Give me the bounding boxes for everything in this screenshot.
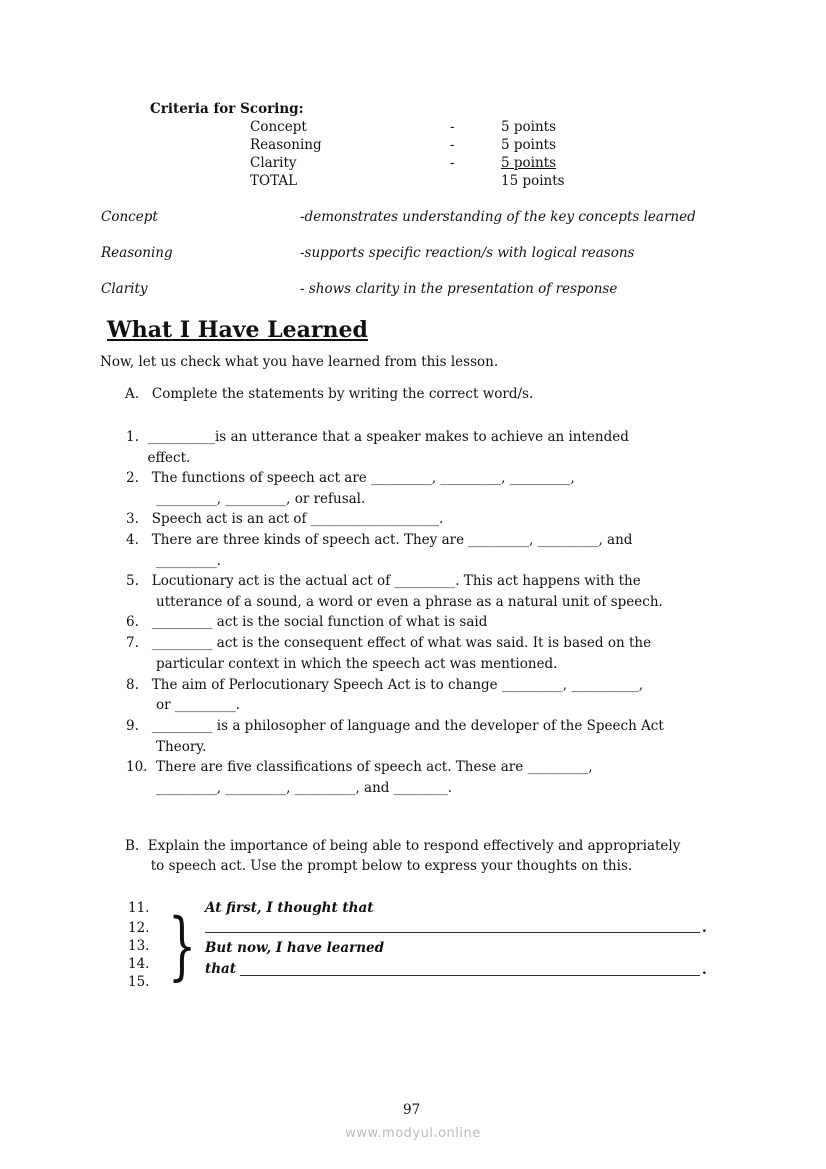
criteria-points: 5 points (501, 119, 557, 135)
watermark: www.modyul.online (345, 1126, 481, 1141)
statement-line: 2. The functions of speech act are _________, _________, _________, (126, 470, 575, 486)
statement-line: _________, _________, _________, and ________. (126, 780, 453, 796)
statement-line: _________. (126, 553, 222, 569)
statement-line: particular context in which the speech act was mentioned. (126, 656, 558, 672)
part-a-instruction: A. Complete the statements by writing the correct word/s. (125, 386, 534, 402)
statement-line: 3. Speech act is an act of ___________________. (126, 511, 444, 527)
definition-desc: -demonstrates understanding of the key concepts learned (300, 209, 696, 225)
criteria-points: 5 points (501, 137, 557, 153)
brace-icon: } (168, 903, 197, 989)
criteria-dash: - (450, 137, 455, 153)
definition-term: Clarity (101, 281, 148, 297)
statement-line: 6. _________ act is the social function of what is said (126, 614, 488, 630)
statement-line: 4. There are three kinds of speech act. They are _________, _________, and (126, 532, 633, 548)
statement-line: 10. There are five classifications of speech act. These are _________, (126, 759, 593, 775)
criteria-name: Reasoning (250, 137, 322, 153)
part-b-instruction: to speech act. Use the prompt below to express your thoughts on this. (125, 858, 633, 874)
prompt-first: At first, I thought that (205, 900, 374, 916)
definition-term: Reasoning (101, 245, 173, 261)
definition-term: Concept (101, 209, 158, 225)
item-number: 11. (128, 900, 150, 916)
item-number: 12. (128, 920, 150, 936)
criteria-name: Clarity (250, 155, 297, 171)
statement-line: utterance of a sound, a word or even a phrase as a natural unit of speech. (126, 594, 663, 610)
statement-line: 5. Locutionary act is the actual act of _________. This act happens with the (126, 573, 641, 589)
statement-line: _________, _________, or refusal. (126, 491, 366, 507)
criteria-title: Criteria for Scoring: (150, 101, 304, 117)
item-number: 15. (128, 974, 150, 990)
criteria-points: 15 points (501, 173, 565, 189)
statement-line: 1. __________is an utterance that a speaker makes to achieve an intended (126, 429, 629, 445)
criteria-dash: - (450, 155, 455, 171)
section-intro: Now, let us check what you have learned from this lesson. (100, 354, 499, 370)
period: . (702, 920, 707, 936)
prompt-that: that (205, 961, 237, 977)
statement-line: 8. The aim of Perlocutionary Speech Act is to change _________, __________, (126, 677, 644, 693)
answer-line-2[interactable] (240, 975, 700, 976)
definition-desc: -supports specific reaction/s with logical reasons (300, 245, 635, 261)
statement-line: Theory. (126, 739, 207, 755)
statement-line: 9. _________ is a philosopher of language and the developer of the Speech Act (126, 718, 664, 734)
period: . (702, 962, 707, 978)
criteria-name: TOTAL (250, 173, 298, 189)
statement-line: 7. _________ act is the consequent effect of what was said. It is based on the (126, 635, 652, 651)
criteria-dash: - (450, 119, 455, 135)
prompt-now: But now, I have learned (205, 940, 385, 956)
item-number: 13. (128, 938, 150, 954)
item-number: 14. (128, 956, 150, 972)
statement-line: effect. (126, 450, 191, 466)
criteria-name: Concept (250, 119, 307, 135)
criteria-points: 5 points (501, 155, 557, 171)
statement-line: or _________. (126, 697, 240, 713)
answer-line-1[interactable] (205, 932, 700, 933)
part-b-instruction: B. Explain the importance of being able to respond effectively and appropriately (125, 838, 681, 854)
section-title: What I Have Learned (107, 317, 368, 343)
page-number: 97 (403, 1102, 421, 1118)
definition-desc: - shows clarity in the presentation of response (300, 281, 618, 297)
